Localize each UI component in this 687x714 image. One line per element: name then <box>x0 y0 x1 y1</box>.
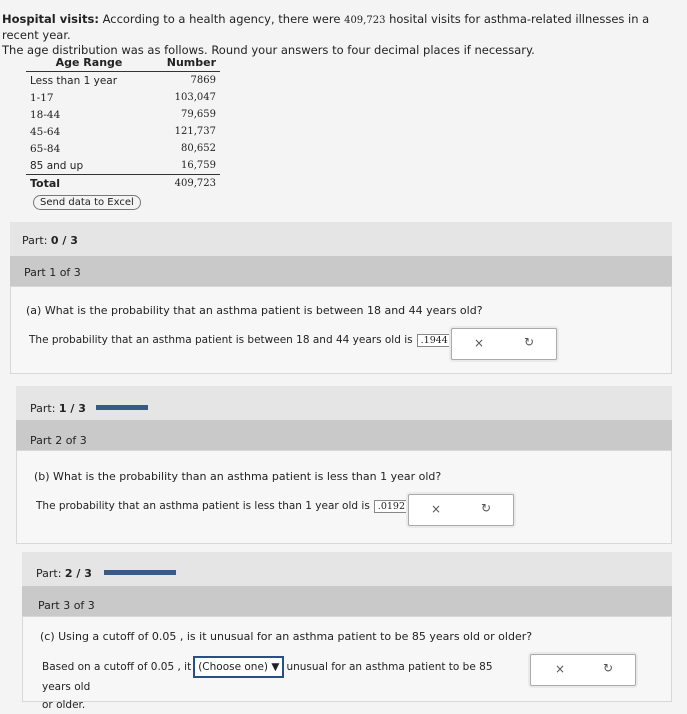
table-row <box>26 106 220 123</box>
age-cell: 85 and up <box>30 159 84 172</box>
part-progress-band <box>10 222 672 256</box>
intro-total: 409,723 <box>344 15 386 26</box>
table-row <box>26 72 220 90</box>
table-row <box>26 123 220 140</box>
answer-b: The probability that an asthma patient is less than 1 year old is .0192 <box>36 500 412 513</box>
number-cell: 7869 <box>190 75 216 86</box>
clear-icon[interactable]: × <box>555 662 566 676</box>
part-panel <box>10 286 672 374</box>
header-number: Number <box>152 54 220 72</box>
number-cell: 16,759 <box>181 160 216 171</box>
answer-controls <box>530 654 636 686</box>
answer-c: Based on a cutoff of 0.05 , it (Choose one) ▼ unusual for an asthma patient to be 85 years old or older. <box>42 656 522 714</box>
part-progress-label: Part: 0 / 3 <box>22 234 78 247</box>
number-cell: 121,737 <box>174 126 216 137</box>
progress-bar <box>104 570 176 575</box>
part-title: Part 3 of 3 <box>38 599 95 612</box>
answer-input[interactable]: .1944 <box>417 334 452 347</box>
age-cell: 65-84 <box>30 142 61 155</box>
retry-icon[interactable]: ↻ <box>481 501 492 515</box>
answer-controls <box>451 328 557 360</box>
send-to-excel-button[interactable]: Send data to Excel <box>33 195 141 210</box>
age-cell: 45-64 <box>30 125 61 138</box>
table-row <box>26 140 220 157</box>
problem-intro <box>2 12 682 58</box>
part-progress-band <box>22 552 672 586</box>
part-title: Part 1 of 3 <box>24 266 81 279</box>
part-header-band <box>16 420 672 450</box>
part-header-band <box>22 586 672 616</box>
age-distribution-table <box>26 54 220 192</box>
clear-icon[interactable]: × <box>431 502 442 516</box>
retry-icon[interactable]: ↻ <box>603 661 614 675</box>
total-label: Total <box>26 175 152 193</box>
question-a: (a) What is the probability that an asthma patient is between 18 and 44 years old? <box>26 304 483 317</box>
number-cell: 103,047 <box>174 92 216 103</box>
number-cell: 80,652 <box>181 143 216 154</box>
intro-text-2: hosital visits for asthma-related illnesses in a recent year. <box>2 12 650 42</box>
progress-bar <box>96 405 148 410</box>
question-c: (c) Using a cutoff of 0.05 , is it unusual for an asthma patient to be 85 years old or older? <box>40 630 533 643</box>
intro-line-2: The age distribution was as follows. Round your answers to four decimal places if necessary. <box>2 43 535 57</box>
part-header-band <box>10 256 672 286</box>
total-value: 409,723 <box>152 175 220 193</box>
question-b: (b) What is the probability than an asthma patient is less than 1 year old? <box>34 470 442 483</box>
age-cell: 1-17 <box>30 91 54 104</box>
header-age-range: Age Range <box>26 54 152 72</box>
part-progress-label: Part: 1 / 3 <box>30 402 86 415</box>
age-cell: 18-44 <box>30 108 61 121</box>
retry-icon[interactable]: ↻ <box>524 335 535 349</box>
answer-controls <box>408 494 514 526</box>
answer-input[interactable]: .0192 <box>374 500 409 513</box>
table-row <box>26 157 220 175</box>
part-panel <box>16 450 672 544</box>
intro-text-1: According to a health agency, there were <box>98 12 345 26</box>
answer-a: The probability that an asthma patient is between 18 and 44 years old is .1944 <box>29 334 455 347</box>
choose-one-select[interactable]: (Choose one) ▼ <box>193 656 284 678</box>
part-progress-label: Part: 2 / 3 <box>36 567 92 580</box>
part-title: Part 2 of 3 <box>30 434 87 447</box>
table-row <box>26 89 220 106</box>
table-total-row <box>26 175 220 193</box>
number-cell: 79,659 <box>181 109 216 120</box>
part-progress-band <box>16 386 672 420</box>
intro-title: Hospital visits: <box>2 12 99 26</box>
clear-icon[interactable]: × <box>474 336 485 350</box>
age-cell: Less than 1 year <box>30 74 118 87</box>
